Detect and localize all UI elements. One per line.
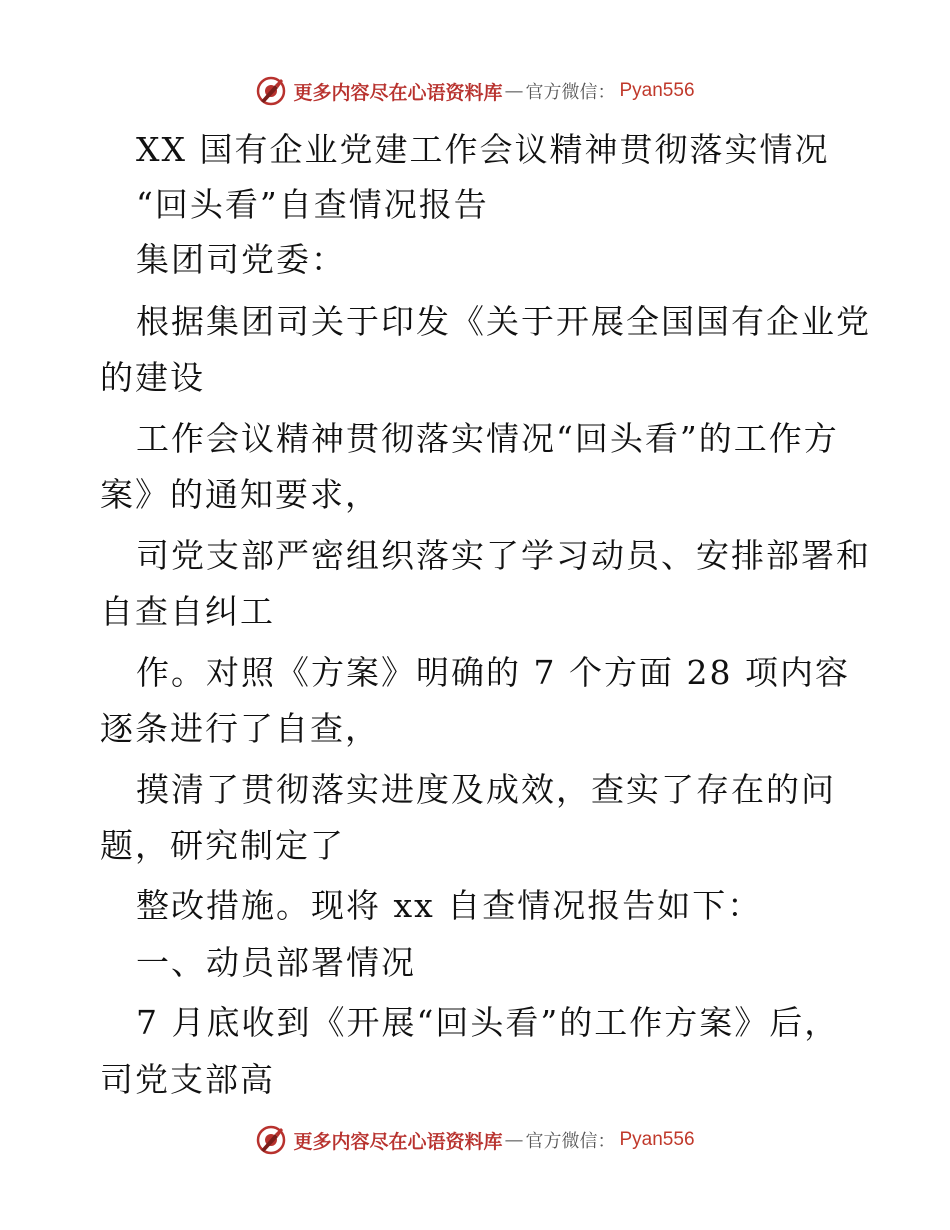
watermark-separator: —: [504, 1129, 524, 1151]
paragraph-line: 整改措施。现将 xx 自查情况报告如下：: [136, 886, 763, 925]
paragraph-line: 司党支部高: [100, 1060, 275, 1099]
paragraph-line: 司党支部严密组织落实了学习动员、安排部署和: [136, 536, 871, 575]
paragraph-line: 作。对照《方案》明确的 7 个方面 28 项内容: [136, 653, 850, 692]
paragraph-line: 7 月底收到《开展“回头看”的工作方案》后，: [136, 1003, 840, 1042]
paragraph-line: 根据集团司关于印发《关于开展全国国有企业党: [136, 302, 871, 341]
paragraph-line: 摸清了贯彻落实进度及成效，查实了存在的问: [136, 770, 836, 809]
watermark-wechat-label: 官方微信：: [525, 1131, 616, 1152]
watermark-wechat-id: Pyan556: [619, 1129, 695, 1150]
watermark-separator: —: [504, 80, 524, 102]
paragraph-line: 案》的通知要求，: [100, 475, 380, 514]
paragraph-line: 题，研究制定了: [100, 826, 345, 865]
brand-logo-icon: [255, 75, 287, 107]
section-heading: 一、动员部署情况: [136, 943, 416, 982]
brand-logo-icon: [255, 1124, 287, 1156]
watermark-banner-bottom: [0, 1122, 950, 1158]
watermark-banner-top: [0, 73, 950, 109]
document-title-line-2: “回头看”自查情况报告: [136, 185, 489, 224]
paragraph-line: 自查自纠工: [100, 592, 275, 631]
watermark-wechat-label: 官方微信：: [525, 82, 616, 103]
document-title-line-1: XX 国有企业党建工作会议精神贯彻落实情况: [136, 130, 830, 169]
salutation: 集团司党委：: [136, 240, 346, 279]
paragraph-line: 工作会议精神贯彻落实情况“回头看”的工作方: [136, 419, 839, 458]
watermark-wechat-id: Pyan556: [619, 80, 695, 101]
watermark-brand-text: 更多内容尽在心语资料库: [293, 1130, 503, 1153]
paragraph-line: 逐条进行了自查，: [100, 709, 380, 748]
paragraph-line: 的建设: [100, 358, 205, 397]
watermark-brand-text: 更多内容尽在心语资料库: [293, 81, 503, 104]
